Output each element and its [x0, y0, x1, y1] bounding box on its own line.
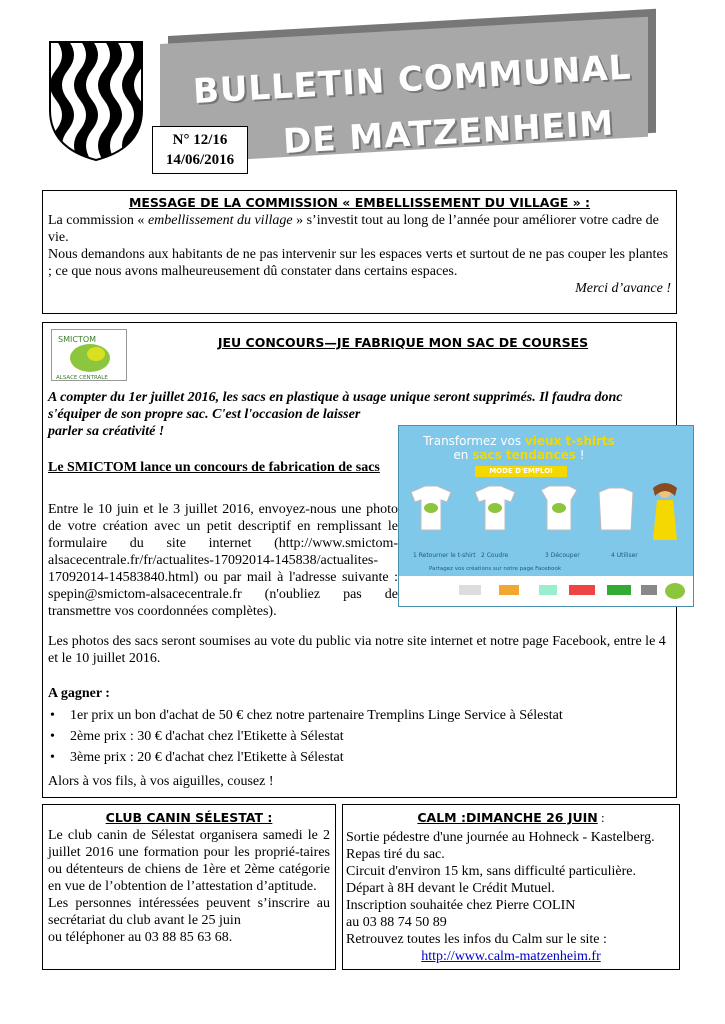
smictom-logo	[51, 329, 127, 381]
concours-closing: Alors à vos fils, à vos aiguilles, cousez !	[48, 774, 274, 789]
issue-date: 14/06/2016	[165, 152, 235, 168]
issue-number: N° 12/16	[172, 132, 228, 148]
poster-step-4: 4 Utiliser	[611, 552, 638, 559]
commission-text-end: » s’investit tout au long de l’année pour améliorer votre cadre de vie.	[48, 213, 659, 245]
poster-line2: en sacs tendances !	[453, 448, 585, 462]
poster-partner-strip	[399, 576, 694, 606]
poster-caption: Partagez vos créations sur notre page Facebook	[429, 566, 562, 572]
poster-step-1: 1 Retourner le t-shirt	[413, 552, 476, 559]
canin-heading: CLUB CANIN SÉLESTAT :	[105, 810, 273, 825]
calm-heading-row	[346, 810, 676, 827]
prizes-list	[48, 705, 668, 768]
concours-intro-1: A compter du 1er juillet 2016, les sacs en plastique à usage unique seront supprimés. Il faudra donc	[48, 390, 623, 405]
commission-name: embellissement du village	[147, 213, 293, 228]
coat-of-arms-icon	[48, 40, 144, 162]
page-title-line1: BULLETIN COMMUNAL	[192, 47, 633, 112]
calm-line-1: Sortie pédestre d'une journée au Hohneck - Kastelberg.	[346, 830, 655, 845]
calm-link-row	[346, 948, 676, 965]
concours-intro-3: parler sa créativité !	[48, 424, 165, 439]
concours-intro-2: s'équiper de son propre sac. C'est l'occasion de laisser	[48, 407, 361, 422]
partner-logos-icon	[399, 576, 694, 606]
calm-website-link[interactable]: http://www.calm-matzenheim.fr	[421, 949, 601, 964]
calm-line-5: Inscription souhaitée chez Pierre COLIN	[346, 898, 576, 913]
issue-box	[152, 126, 248, 174]
canin-box	[42, 804, 336, 970]
prizes-heading: A gagner :	[48, 686, 110, 701]
calm-heading: CALM :DIMANCHE 26 JUIN	[417, 810, 598, 825]
calm-box	[342, 804, 680, 970]
commission-box	[42, 190, 677, 314]
calm-line-3: Circuit d'environ 15 km, sans difficulté particulière.	[346, 864, 636, 879]
page-title-line2: DE MATZENHEIM	[282, 103, 616, 162]
calm-line-7: Retrouvez toutes les infos du Calm sur le site :	[346, 932, 607, 947]
concours-subheading: Le SMICTOM lance un concours de fabrication de sacs	[48, 460, 380, 475]
concours-box	[42, 322, 677, 798]
poster-step-3: 3 Découper	[545, 552, 580, 559]
concours-vote: Les photos des sacs seront soumises au vote du public via notre site internet et notre page Facebook, entre le 4 et le 10 juillet 2016.	[48, 634, 666, 666]
poster-mode-label: MODE D'EMPLOI	[475, 466, 567, 477]
smictom-logo-icon	[52, 330, 128, 382]
commission-thanks: Merci d’avance !	[575, 281, 671, 296]
calm-line-4: Départ à 8H devant le Crédit Mutuel.	[346, 881, 555, 896]
commission-heading: MESSAGE DE LA COMMISSION « EMBELLISSEMENT DU VILLAGE » :	[128, 195, 591, 210]
calm-heading-suffix: :	[597, 810, 605, 825]
commission-text: La commission «	[48, 213, 148, 228]
commission-paragraph-2: Nous demandons aux habitants de ne pas intervenir sur les espaces verts et surtout de ne pas couper les plantes ; ce que nous avons malheureusement dû constater dans certains espaces.	[48, 247, 669, 279]
calm-line-6: au 03 88 74 50 89	[346, 915, 447, 930]
poster-line1: Transformez vos vieux t-shirts	[423, 434, 615, 448]
prize-item-2: • 2ème prix : 30 € d'achat chez l'Etikette à Sélestat	[48, 726, 668, 747]
prize-item-1: • 1er prix un bon d'achat de 50 € chez notre partenaire Tremplins Linge Service à Sélestat	[48, 705, 668, 726]
prize-item-3: • 3ème prix : 20 € d'achat chez l'Etikette à Sélestat	[48, 747, 668, 768]
canin-text: Le club canin de Sélestat organisera samedi le 2 juillet 2016 une formation pour les proprié-taires ou détenteurs de chiens de 1ère et 2ème catégorie en vue de l’obtention de l’attestation d’aptitude.	[48, 828, 330, 894]
tshirt-bag-poster	[398, 425, 694, 607]
smictom-logo-text: SMICTOM	[58, 335, 97, 344]
canin-text-2: Les personnes intéressées peuvent s’inscrire au secrétariat du club avant le 25 juin	[48, 896, 330, 928]
commission-paragraph-1	[48, 212, 671, 246]
tshirt-steps-icon	[399, 480, 694, 556]
smictom-logo-subtext: ALSACE CENTRALE	[56, 375, 108, 381]
poster-step-2: 2 Coudre	[481, 552, 509, 559]
concours-participation: Entre le 10 juin et le 3 juillet 2016, envoyez-nous une photo de votre création avec un petit descriptif en remplissant le formulaire du site internet (http://www.smictom-alsacecentrale.fr/fr/actualites-17092014-145838/actualites-17092014-14583840.html) ou par mail à l'adresse suivante : spepin@smictom-alsacecentrale.fr (n'oubliez pas de transmettre vos coordonnées complètes).	[48, 502, 398, 619]
calm-line-2: Repas tiré du sac.	[346, 847, 445, 862]
concours-heading: JEU CONCOURS—JE FABRIQUE MON SAC DE COURSES	[217, 335, 589, 350]
canin-text-3: ou téléphoner au 03 88 85 63 68.	[48, 930, 233, 945]
